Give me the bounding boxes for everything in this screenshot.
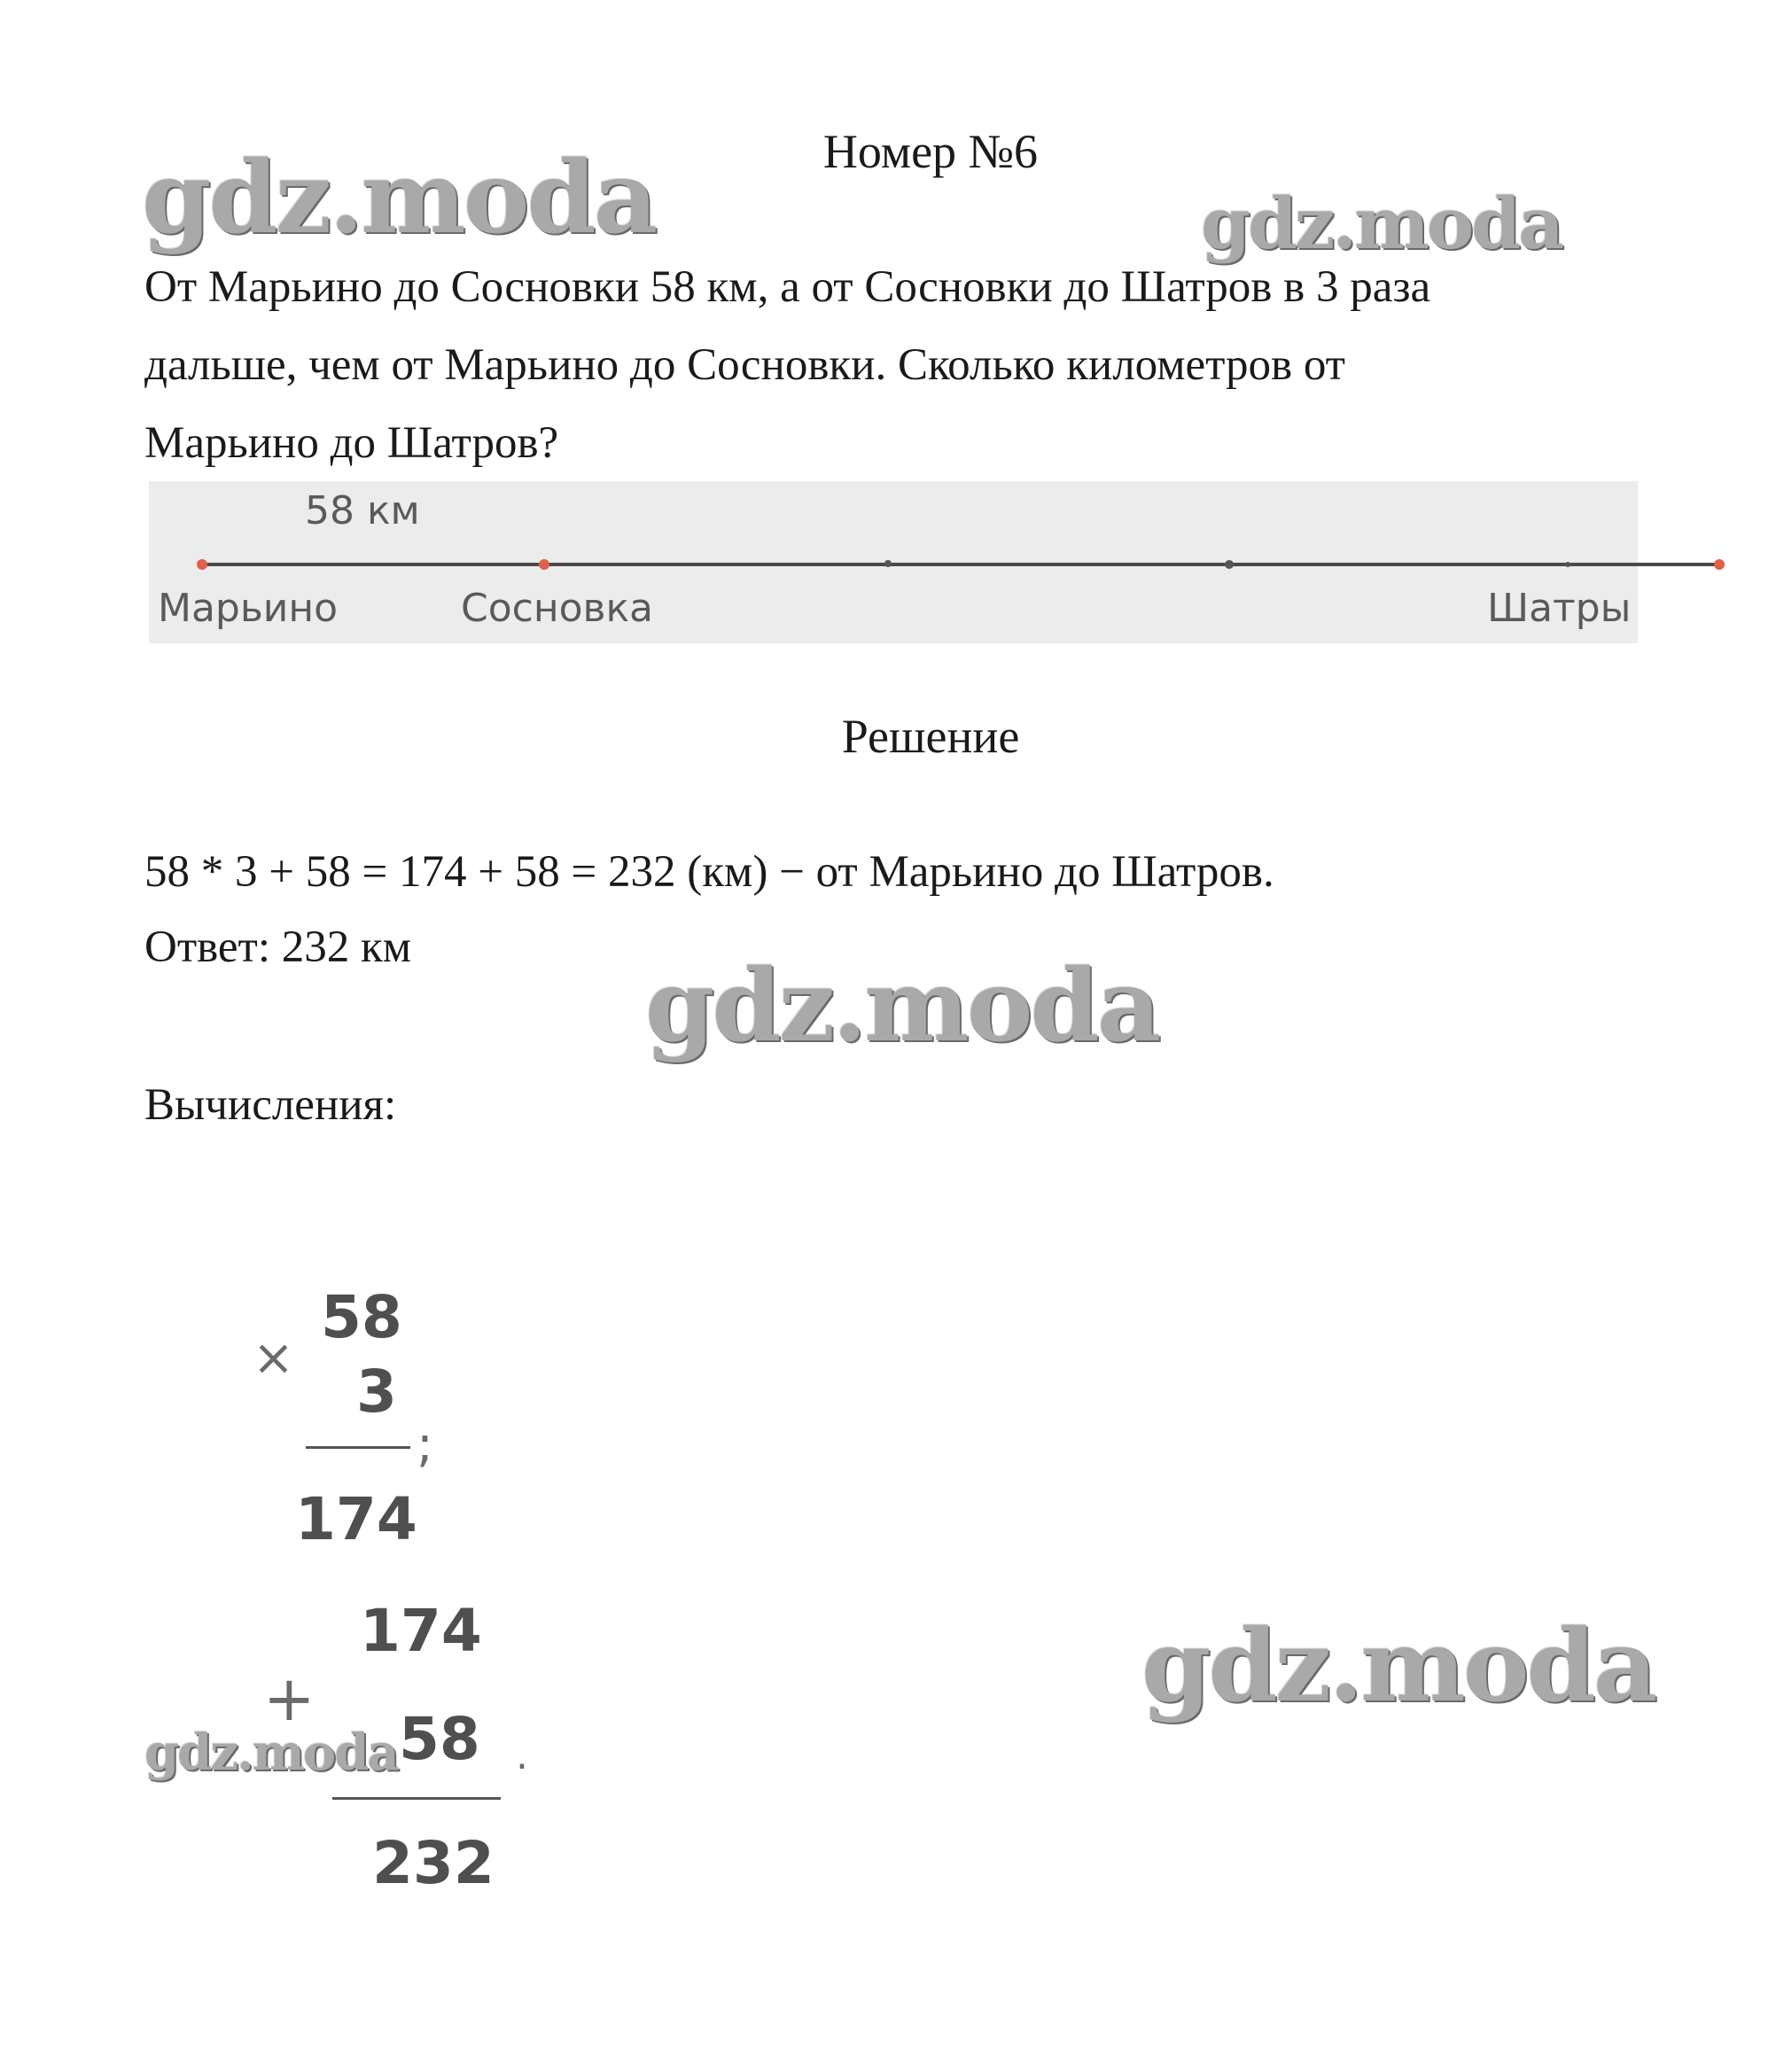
marino-point <box>197 559 207 570</box>
route-line <box>202 563 1719 566</box>
label-shatry: Шатры <box>1487 586 1632 631</box>
answer-line: Ответ: 232 км <box>144 922 412 972</box>
problem-line: Марьино до Шатров? <box>144 418 559 468</box>
distance-label: 58 км <box>305 488 420 533</box>
add-result: 232 <box>372 1829 495 1897</box>
add-operand-a: 174 <box>360 1597 482 1665</box>
calculations-heading: Вычисления: <box>144 1080 397 1130</box>
tick-point <box>884 560 892 567</box>
multiply-result: 174 <box>295 1485 417 1553</box>
watermark: gdz.moda <box>1201 182 1562 265</box>
multiply-operator: × <box>253 1329 294 1387</box>
solution-heading: Решение <box>841 710 1020 763</box>
watermark: gdz.moda <box>1141 1608 1656 1724</box>
multiply-end-mark: ; <box>417 1416 433 1474</box>
distance-diagram <box>149 481 1638 643</box>
label-sosnovka: Сосновка <box>461 586 653 631</box>
tick-point <box>1225 560 1234 569</box>
problem-line: дальше, чем от Марьино до Сосновки. Сколько километров от <box>144 340 1345 390</box>
watermark: gdz.moda <box>142 140 656 256</box>
label-marino: Марьино <box>158 586 339 631</box>
add-operator: + <box>263 1662 316 1735</box>
watermark: gdz.moda <box>645 948 1159 1064</box>
multiply-operand-a: 58 <box>321 1283 402 1351</box>
solution-equation: 58 * 3 + 58 = 174 + 58 = 232 (км) − от Марьино до Шатров. <box>144 847 1274 897</box>
multiply-rule <box>306 1446 410 1449</box>
multiply-operand-b: 3 <box>356 1358 397 1426</box>
add-end-mark: . <box>516 1733 528 1778</box>
page-title: Номер №6 <box>822 125 1039 178</box>
add-rule <box>332 1797 501 1800</box>
problem-text <box>144 248 1669 482</box>
add-operand-b: 58 <box>399 1705 480 1773</box>
shatry-point <box>1714 559 1725 570</box>
problem-line: От Марьино до Сосновки 58 км, а от Сосновки до Шатров в 3 раза <box>144 262 1431 312</box>
watermark: gdz.moda <box>144 1724 398 1782</box>
sosnovka-point <box>539 559 549 570</box>
tick-point <box>1565 562 1570 567</box>
